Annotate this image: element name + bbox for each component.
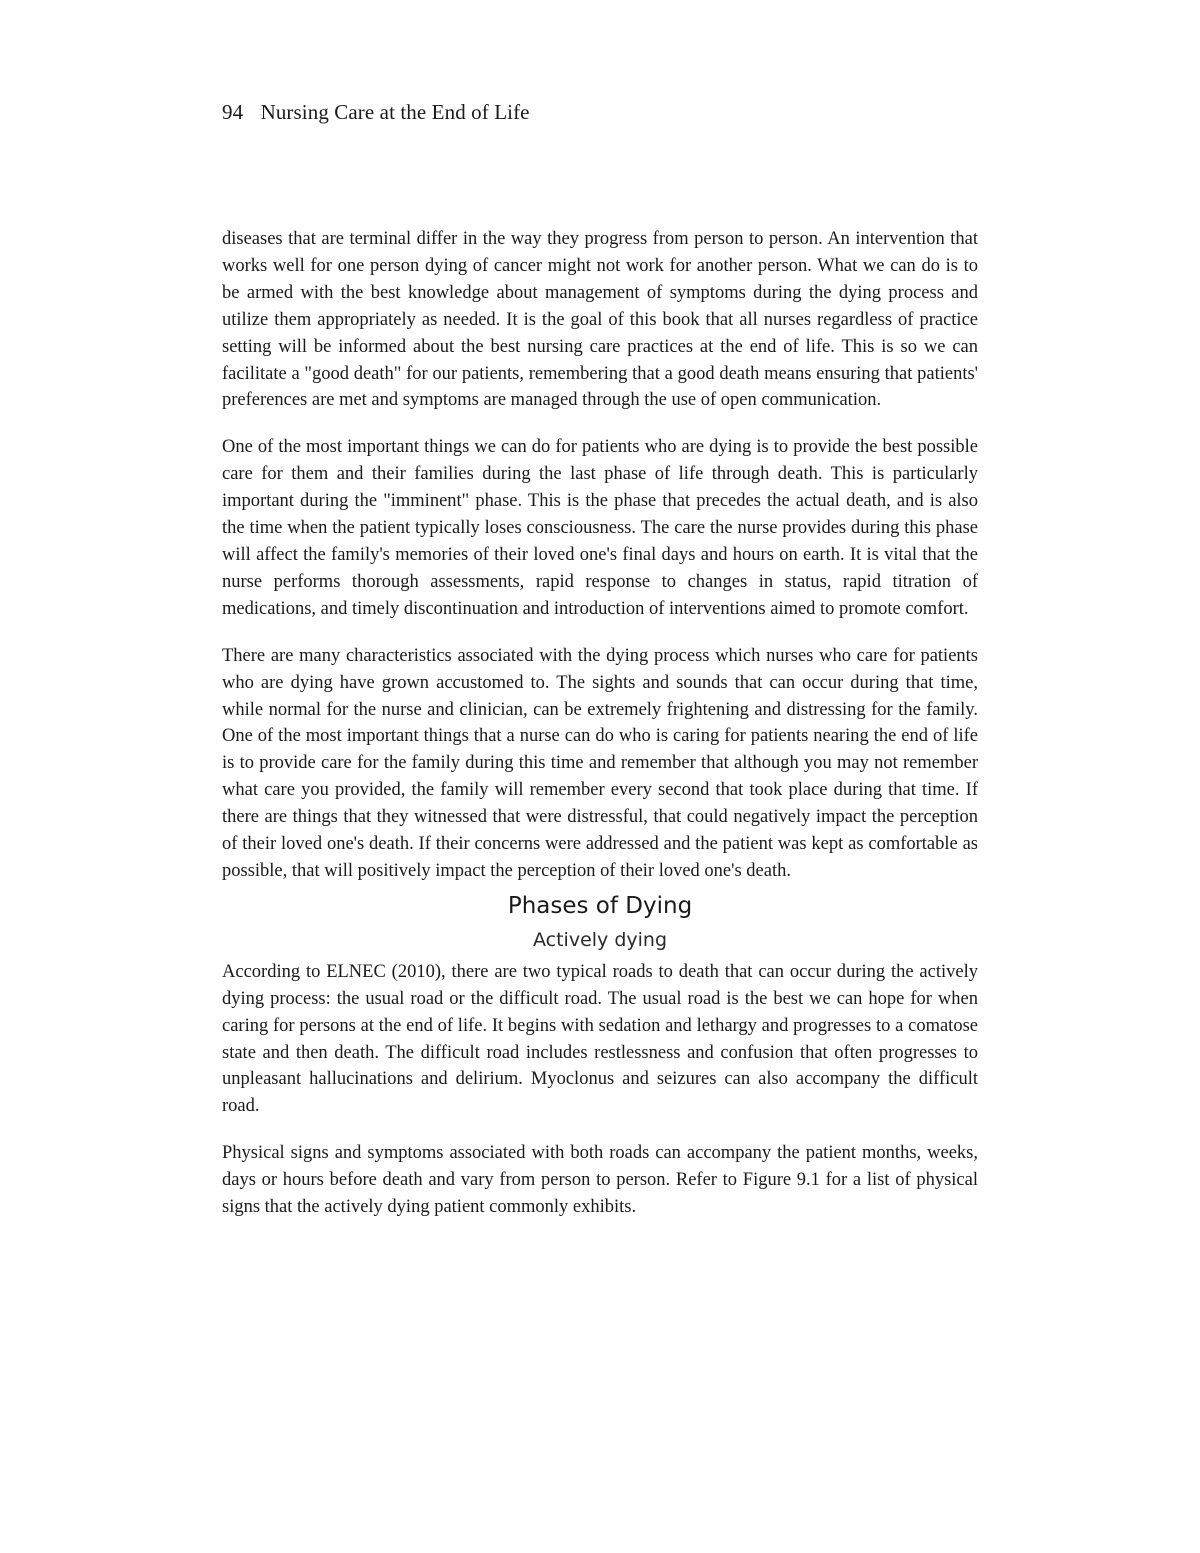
body-text: [222, 226, 978, 1241]
paragraph: One of the most important things we can do for patients who are dying is to provide the best possible care for them and their families during the last phase of life through death. This is particularly important during the "imminent" phase. This is the phase that precedes the actual death, and is also the time when the patient typically loses consciousness. The care the nurse provides during this phase will affect the family's memories of their loved one's final days and hours on earth. It is vital that the nurse performs thorough assessments, rapid response to changes in status, rapid titration of medications, and timely discontinuation and introduction of interventions aimed to promote comfort.: [222, 437, 978, 619]
paragraph: According to ELNEC (2010), there are two typical roads to death that can occur during the actively dying process: the usual road or the difficult road. The usual road is the best we can hope for when caring for persons at the end of life. It begins with sedation and lethargy and progresses to a comatose state and then death. The difficult road includes restlessness and confusion that often progresses to unpleasant hallucinations and delirium. Myoclonus and seizures can also accompany the difficult road.: [222, 961, 978, 1117]
book-title: Nursing Care at the End of Life: [260, 100, 530, 124]
page-number: 94: [222, 100, 244, 124]
subsection-heading: Actively dying: [532, 928, 668, 951]
paragraph: Physical signs and symptoms associated with both roads can accompany the patient months, weeks, days or hours before death and vary from person to person. Refer to Figure 9.1 for a list of physical signs that the actively dying patient commonly exhibits.: [222, 1143, 978, 1218]
running-head: [222, 100, 530, 125]
paragraph: There are many characteristics associated with the dying process which nurses who care for patients who are dying have grown accustomed to. The sights and sounds that can occur during that time, while normal for the nurse and clinician, can be extremely frightening and distressing for the family. One of the most important things that a nurse can do who is caring for patients nearing the end of life is to provide care for the family during this time and remember that although you may not remember what care you provided, the family will remember every second that took place during that time. If there are things that they witnessed that were distressful, that could negatively impact the perception of their loved one's death. If their concerns were addressed and the patient was kept as comfortable as possible, that will positively impact the perception of their loved one's death.: [222, 645, 978, 881]
section-heading: Phases of Dying: [507, 892, 693, 919]
paragraph: diseases that are terminal differ in the way they progress from person to person. An intervention that works well for one person dying of cancer might not work for another person. What we can do is to be armed with the best knowledge about management of symptoms during the dying process and utilize them appropriately as needed. It is the goal of this book that all nurses regardless of practice setting will be informed about the best nursing care practices at the end of life. This is so we can facilitate a "good death" for our patients, remembering that a good death means ensuring that patients' preferences are met and symptoms are managed through the use of open communication.: [222, 229, 978, 411]
